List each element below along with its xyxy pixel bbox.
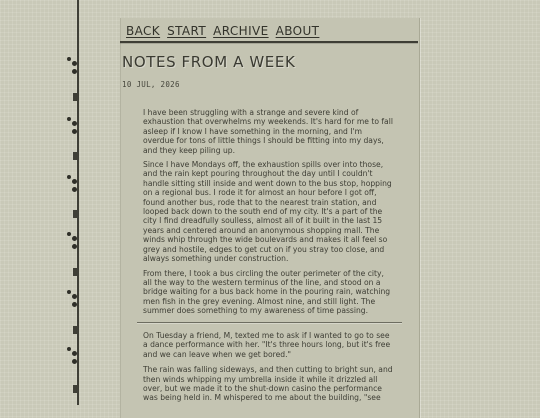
nav-start-link[interactable]: START: [167, 24, 207, 38]
post-paragraph: On Tuesday a friend, M, texted me to ask if I wanted to go to see a dance performance with her. "It's three hours long, but it's free and we can leave when we get bored.": [143, 331, 391, 359]
rail-tick: [73, 93, 77, 101]
binder-hole: [67, 347, 71, 351]
section-divider: [137, 322, 402, 323]
binder-hole: [67, 290, 71, 294]
post-paragraph: I have been struggling with a strange and severe kind of exhaustion that overwhelms my weekends. It's hard for me to fall asleep if I know I have something in the morning, and I'm overdue for tons of little things I should be fitting into my days, and they keep piling up.: [143, 108, 393, 155]
binder-hole: [67, 117, 71, 121]
binder-hole: [67, 175, 71, 179]
post-paragraph: The rain was falling sideways, and then cutting to bright sun, and then winds whipping my umbrella inside it while it drizzled all over, but we made it to the shut-down casino the performance was being held in. M whispered to me about the building, "see: [143, 365, 393, 403]
post-body: [143, 108, 395, 321]
post-paragraph: Since I have Mondays off, the exhaustion spills over into those, and the rain kept pouring throughout the day until I couldn't handle sitting still inside and went down to the bus stop, hopping on a regional bus. I rode it for almost an hour before I got off, found another bus, rode that to the nearest train station, and looped back down to the south end of my city. It's a part of the city I find dreadfully soulless, almost all of it built in the last 15 years and centered around an anonymous shopping mall. The winds whip through the wide boulevards and makes it all feel so grey and hostile, edges to get cut on if you stray too close, and always something under construction.: [143, 160, 392, 264]
binder-hole: [72, 244, 77, 249]
binder-hole: [72, 294, 77, 299]
post-title: NOTES FROM A WEEK: [122, 53, 296, 71]
binder-hole: [72, 61, 77, 66]
nav-archive-link[interactable]: ARCHIVE: [213, 24, 269, 38]
binder-hole: [72, 187, 77, 192]
post-date: 10 JUL, 2026: [122, 80, 180, 89]
binder-hole: [72, 302, 77, 307]
binder-hole: [67, 232, 71, 236]
rail-tick: [73, 268, 77, 276]
binder-hole: [72, 121, 77, 126]
rail-tick: [73, 152, 77, 160]
binder-rail: [0, 0, 82, 405]
post-paragraph: From there, I took a bus circling the outer perimeter of the city, all the way to the western terminus of the line, and stood on a bridge waiting for a bus back home in the pouring rain, watching men fish in the grey evening. Almost nine, and still light. The summer does something to my awareness of time passing.: [143, 268, 391, 316]
nav-about-link[interactable]: ABOUT: [275, 24, 320, 38]
binder-hole: [72, 129, 77, 134]
nav-divider: [120, 41, 418, 43]
binder-hole: [72, 351, 77, 356]
binder-hole: [72, 359, 77, 364]
binder-hole: [72, 69, 77, 74]
binder-hole: [72, 236, 77, 241]
post-body-continued: [143, 331, 395, 409]
rail-tick: [73, 210, 77, 218]
top-nav: [120, 21, 418, 41]
rail-tick: [73, 326, 77, 334]
nav-back-link[interactable]: BACK: [126, 24, 161, 38]
rail-line: [77, 0, 79, 405]
rail-tick: [73, 385, 77, 393]
binder-hole: [67, 57, 71, 61]
binder-hole: [72, 179, 77, 184]
